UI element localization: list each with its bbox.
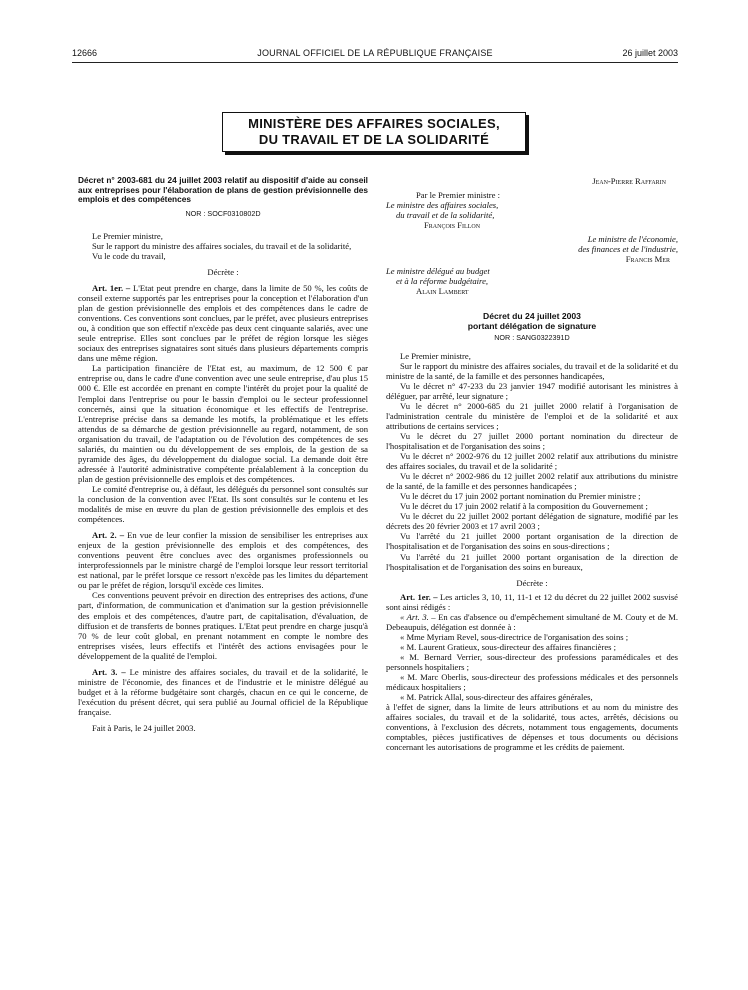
decree2-para: Vu l'arrêté du 21 juillet 2000 portant organisation de la direction de l'hospitalisation et de l'organisation des soins en sous-directions ; — [386, 531, 678, 552]
art3-text: Le ministre des affaires sociales, du travail et de la solidarité, le ministre de l'économie, des finances et de l'industrie et le ministre délégué au budget et à la réforme budgétaire sont chargés, chacun en ce qui le concerne, de l'exécution du présent décret, qui sera publié au Journal officiel de la République française. — [78, 666, 368, 717]
delegate-item: « M. Bernard Verrier, sous-directeur des professions paramédicales et des personnels hospitaliers ; — [386, 651, 678, 672]
decree1-nor: NOR : SOCF0310802D — [185, 208, 261, 218]
minister2-title-b: des finances et de l'industrie, — [578, 244, 678, 255]
decree2-para: Vu le décret du 22 juillet 2002 portant délégation de signature, modifié par les décrets des 20 février 2003 et 17 avril 2003 ; — [386, 511, 678, 532]
decree1-decrete: Décrète : — [207, 266, 239, 277]
art3-paragraph — [78, 667, 368, 717]
decree2-para: Sur le rapport du ministre des affaires sociales, du travail et de la solidarité et du ministre de la santé, de la famille et des personnes handicapées, — [386, 360, 678, 381]
decree2-final: à l'effet de signer, dans la limite de leurs attributions et au nom du ministre des affaires sociales, du travail et de la solidarité, tous actes, arrêtés, décisions ou conventions, à l'exclusion des décrets, notamment tous engagements, documents comptables, pièces justificatives de dépenses et tous documents ou décisions concernant les autorisations de programme et les crédits de paiement. — [386, 702, 678, 753]
decree2-title-b: portant délégation de signature — [467, 320, 597, 331]
decree1-title: Décret n° 2003-681 du 24 juillet 2003 relatif au dispositif d'aide au conseil aux entreprises pour l'élaboration de plans de gestion prévisionnelle des emplois et des compétences — [78, 175, 368, 205]
ministry-line-1: MINISTÈRE DES AFFAIRES SOCIALES, — [248, 116, 500, 131]
decree2-para: Vu le décret du 17 juin 2002 relatif à la composition du Gouvernement ; — [400, 501, 648, 512]
issue-date: 26 juillet 2003 — [622, 48, 678, 58]
decree2-para: Vu le décret n° 47-233 du 23 janvier 1947 modifié autorisant les ministres à déléguer, par arrêté, leur signature ; — [386, 380, 678, 401]
decree2-para: Le Premier ministre, — [400, 350, 471, 361]
minister3-title-a: Le ministre délégué au budget — [386, 266, 490, 277]
art3-label: Art. 3. – — [92, 666, 126, 677]
pm-signature: Jean-Pierre Raffarin — [592, 176, 666, 186]
decree2-art3-text: En cas d'absence ou d'empêchement simultané de M. Couty et de M. Debeaupuis, délégation est donnée à : — [386, 611, 678, 632]
delegate-item: « M. Patrick Allal, sous-directeur des affaires générales, — [400, 692, 593, 703]
art2-label: Art. 2. – — [92, 530, 124, 541]
left-column — [78, 176, 368, 733]
minister2-name: Francis Mer — [625, 254, 670, 265]
decree2-art3-quote — [386, 612, 678, 632]
decree2-para: Vu le décret du 17 juin 2002 portant nomination du Premier ministre ; — [400, 491, 641, 502]
decree2-para: Vu le décret n° 2002-976 du 12 juillet 2002 relatif aux attributions du ministre des affaires sociales, du travail et de la solidarité ; — [386, 451, 678, 472]
decree2-art3-label: « Art. 3. – — [400, 611, 436, 622]
minister3-title-b: et à la réforme budgétaire, — [396, 276, 489, 287]
art1-label: Art. 1er. – — [92, 283, 131, 294]
art2-text: En vue de leur confier la mission de sensibiliser les entreprises aux enjeux de la gestion prévisionnelle des emplois et des compétences, des conventions peuvent être conclues avec des organismes professionnels ou interprofessionnels par le ministre chargé de l'emploi lorsque leur ressort territorial est national, par le préfet lorsque ce ressort n'excède pas les limites du département ou par le préfet de région, lorsqu'il excède ces limites. — [78, 530, 369, 591]
right-column — [386, 176, 678, 752]
decree2-para: Vu l'arrêté du 21 juillet 2000 portant organisation de la direction de l'hospitalisation et de l'organisation des soins en bureaux, — [386, 551, 678, 572]
decree2-nor: NOR : SANG0322391D — [494, 332, 570, 342]
minister2-title-a: Le ministre de l'économie, — [587, 234, 678, 245]
decree2-para: Vu le décret n° 2000-685 du 21 juillet 2000 relatif à l'organisation de l'administration centrale du ministère de l'emploi et de la solidarité et aux attributions de certains services ; — [386, 400, 678, 431]
minister1-name: François Fillon — [424, 220, 481, 231]
minister3-name: Alain Lambert — [416, 286, 469, 297]
art2-paragraph — [78, 530, 368, 590]
delegate-item: « Mme Myriam Revel, sous-directrice de l'organisation des soins ; — [400, 631, 629, 642]
page-header — [72, 48, 678, 62]
minister1-title-a: Le ministre des affaires sociales, — [386, 200, 499, 211]
delegate-item: « M. Marc Oberlis, sous-directeur des professions médicales et des personnels médicaux hospitaliers ; — [386, 672, 678, 693]
fait-a-paris: Fait à Paris, le 24 juillet 2003. — [92, 722, 196, 733]
par-premier-ministre: Par le Premier ministre : — [416, 190, 501, 201]
decree2-para: Vu le décret n° 2002-986 du 12 juillet 2002 relatif aux attributions du ministre de la santé, de la famille et des personnes handicapées ; — [386, 471, 678, 492]
art2-paragraph-2: Ces conventions peuvent prévoir en direction des entreprises des actions, d'une part, d'information, de communication et d'animation sur la gestion prévisionnelle des emplois et des compétences, d'autre part, de capitalisation, d'évaluation, de diffusion et de transferts de bonnes pratiques. L'Etat peut prendre en charge jusqu'à 70 % de leur coût global, en prenant notamment en compte le nombre des entreprises visées, leurs effectifs et l'intérêt des actions envisagées pour le développement de la qualité de l'emploi. — [78, 590, 368, 661]
ministry-line-2: DU TRAVAIL ET DE LA SOLIDARITÉ — [258, 132, 490, 147]
decree2-decrete: Décrète : — [516, 577, 548, 588]
ministry-box — [222, 112, 526, 152]
minister1-title-b: du travail et de la solidarité, — [396, 210, 495, 221]
art1-paragraph — [78, 283, 368, 363]
preamble-line: Vu le code du travail, — [92, 250, 166, 261]
preamble-line: Le Premier ministre, — [92, 230, 163, 241]
art1-text: L'Etat peut prendre en charge, dans la limite de 50 %, les coûts de conseil externe supportés par les entreprises pour la conception et l'élaboration d'un plan de gestion prévisionnelle des emplois et des compétences dans le cadre de conventions. Ces conventions sont conclues, par le préfet, avec plusieurs entreprises ou, à condition que son effectif n'excède pas deux cent cinquante salariés, avec une seule entreprise. Elles sont conclues par le préfet de région lorsque les sièges sociaux des entreprises signataires sont situés dans plusieurs départements compris dans une même région. — [78, 283, 368, 364]
art1-paragraph-2: La participation financière de l'Etat est, au maximum, de 12 500 € par entreprise ou, dans le cadre d'une convention avec une seule entreprise, d'au plus 15 000 €. Elle est accordée en prenant en compte l'intérêt du projet pour la qualité de l'emploi dans l'entreprise ou pour le bassin d'emploi ou le secteur professionnel concernés, ainsi que la situation économique et les effectifs de l'entreprise. L'entreprise précise dans sa demande les motifs, la problématique et les effets attendus de sa démarche de gestion prévisionnelle au regard, notamment, de son organisation du travail, de l'adaptation ou de l'évolution des compétences de ses salariés, du maintien ou du développement de ses emplois, de la gestion de sa pyramide des âges, du développement du dialogue social. La demande doit être adressée à l'autorité administrative compétente préalablement à la conception du plan de gestion prévisionnelle des emplois et des compétences. — [78, 363, 368, 484]
decree2-para: Vu le décret du 27 juillet 2000 portant nomination du directeur de l'hospitalisation et de l'organisation des soins ; — [386, 430, 678, 451]
page-number: 12666 — [72, 48, 98, 58]
header-rule — [72, 62, 678, 63]
journal-title: JOURNAL OFFICIEL DE LA RÉPUBLIQUE FRANÇAISE — [257, 48, 493, 58]
decree2-art1 — [386, 592, 678, 612]
delegate-item: « M. Laurent Gratieux, sous-directeur des affaires financières ; — [400, 641, 617, 652]
decree2-art1-label: Art. 1er. – — [400, 591, 438, 602]
art1-paragraph-3: Le comité d'entreprise ou, à défaut, les délégués du personnel sont consultés sur la conclusion de la convention avec l'Etat. Ils sont consultés sur le contenu et les modalités de mise en œuvre du plan de gestion prévisionnelle des emplois et des compétences. — [78, 483, 368, 525]
decree2-art1-text: Les articles 3, 10, 11, 11-1 et 12 du décret du 22 juillet 2002 susvisé sont ainsi rédigés : — [386, 591, 678, 612]
decree2-title-a: Décret du 24 juillet 2003 — [483, 310, 581, 321]
preamble-line: Sur le rapport du ministre des affaires sociales, du travail et de la solidarité, — [92, 240, 352, 251]
